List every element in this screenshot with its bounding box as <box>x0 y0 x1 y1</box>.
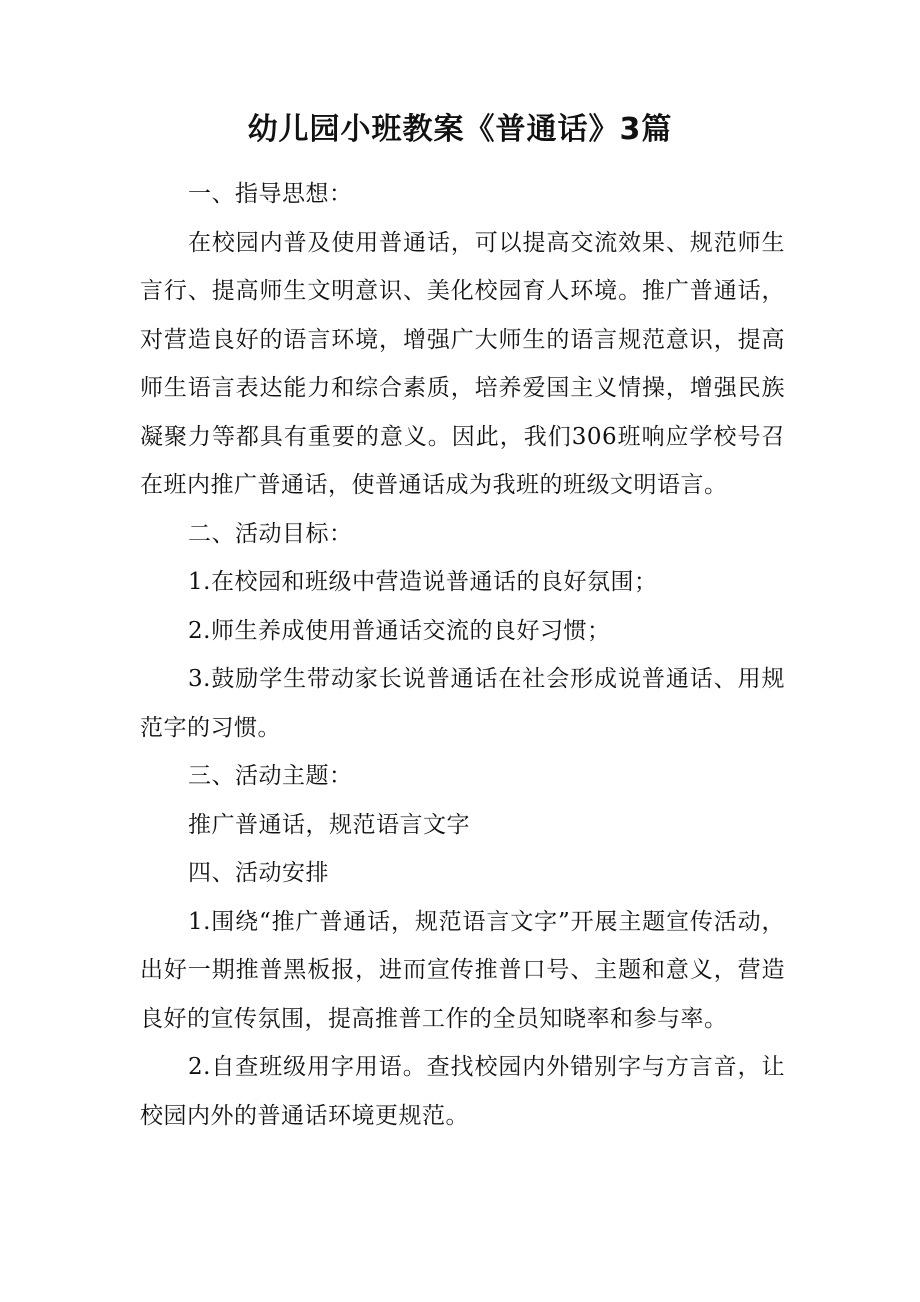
document-title: 幼儿园小班教案《普通话》3篇 <box>247 112 673 147</box>
paragraph-activity-theme: 推广普通话，规范语言文字 <box>188 811 470 838</box>
heading-guiding-thought: 一、指导思想： <box>188 181 353 207</box>
goal-item-3: 3.鼓励学生带动家长说普通话在社会形成说普通话、用规范字的习惯。 <box>140 666 785 741</box>
heading-activity-goals: 二、活动目标： <box>188 520 353 547</box>
goal-item-2: 2.师生养成使用普通话交流的良好习惯； <box>188 617 611 644</box>
plan-item-2: 2.自查班级用字用语。查找校园内外错别字与方言音，让校园内外的普通话环境更规范。 <box>140 1054 785 1129</box>
paragraph-guiding-thought: 在校园内普及使用普通话，可以提高交流效果、规范师生言行、提高师生文明意识、美化校园育人环境。推广普通话，对营造良好的语言环境，增强广大师生的语言规范意识，提高师生语言表达能力和综合素质，培养爱国主义情操，增强民族凝聚力等都具有重要的意义。因此，我们306班响应学校号召在班内推广普通话，使普通话成为我班的班级文明语言。 <box>140 229 785 498</box>
heading-activity-theme: 三、活动主题： <box>188 763 353 789</box>
plan-item-1: 1.围绕“推广普通话，规范语言文字”开展主题宣传活动，出好一期推普黑板报，进而宣传推普口号、主题和意义，营造良好的宣传氛围，提高推普工作的全员知晓率和参与率。 <box>140 908 785 1032</box>
goal-item-1: 1.在校园和班级中营造说普通话的良好氛围； <box>188 569 658 595</box>
document-body <box>140 170 785 1140</box>
heading-activity-plan: 四、活动安排 <box>188 860 329 886</box>
